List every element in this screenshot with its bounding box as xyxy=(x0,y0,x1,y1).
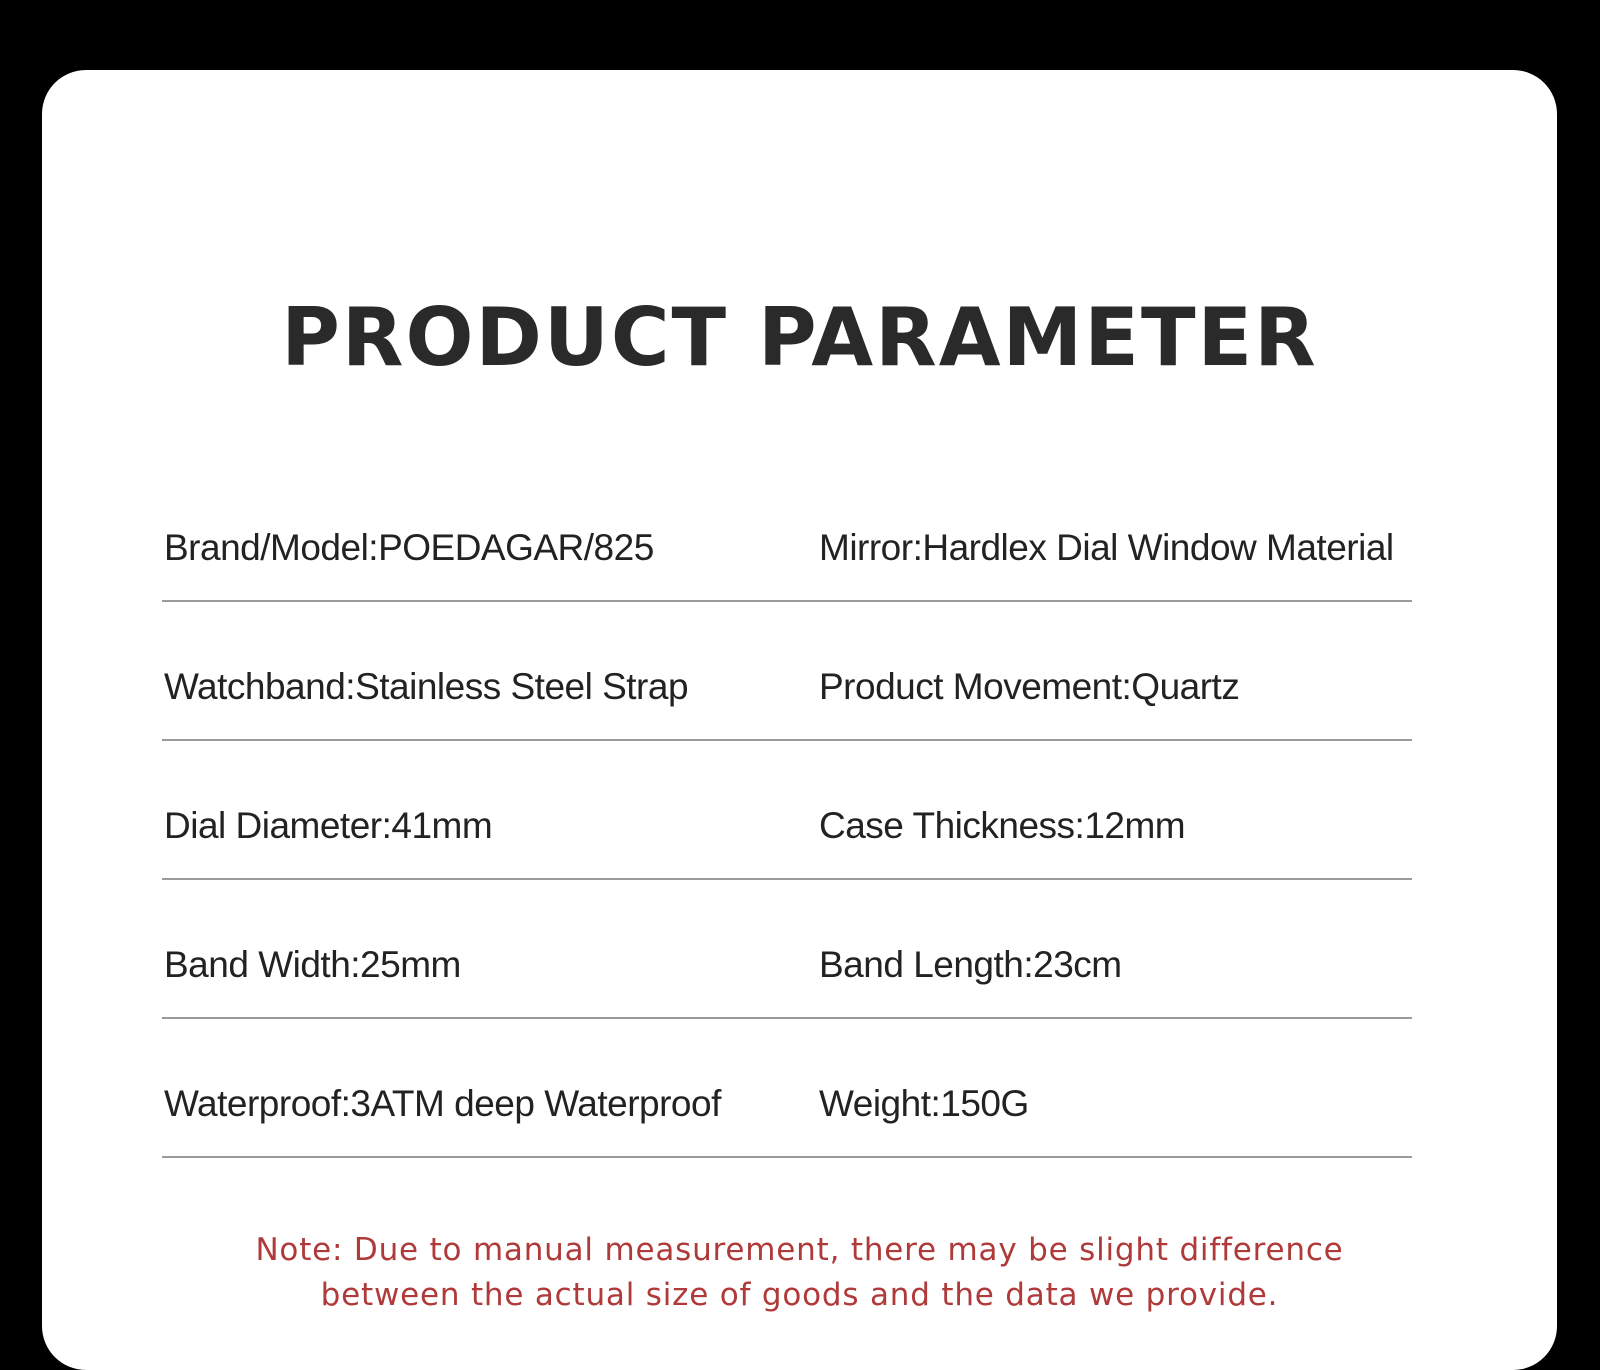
param-waterproof: Waterproof:3ATM deep Waterproof xyxy=(164,1083,721,1124)
param-case-thickness: Case Thickness:12mm xyxy=(819,805,1186,846)
param-band-length: Band Length:23cm xyxy=(819,944,1122,985)
parameter-row xyxy=(162,602,1412,741)
parameter-row xyxy=(162,880,1412,1019)
param-movement: Product Movement:Quartz xyxy=(819,666,1240,707)
page-title: PRODUCT PARAMETER xyxy=(281,291,1318,384)
param-band-width: Band Width:25mm xyxy=(164,944,461,985)
param-mirror: Mirror:Hardlex Dial Window Material xyxy=(819,527,1394,568)
note-line-1: Note: Due to manual measurement, there may be slight difference xyxy=(255,1232,1344,1268)
param-brand-model: Brand/Model:POEDAGAR/825 xyxy=(164,527,654,568)
parameter-row xyxy=(162,741,1412,880)
parameter-row xyxy=(162,1019,1412,1158)
measurement-note xyxy=(42,1228,1557,1318)
parameter-row xyxy=(162,463,1412,602)
note-line-2: between the actual size of goods and the data we provide. xyxy=(320,1277,1279,1313)
parameter-card xyxy=(42,70,1557,1370)
param-watchband: Watchband:Stainless Steel Strap xyxy=(164,666,689,707)
param-dial-diameter: Dial Diameter:41mm xyxy=(164,805,493,846)
parameter-table xyxy=(162,463,1412,1158)
param-weight: Weight:150G xyxy=(819,1083,1029,1124)
